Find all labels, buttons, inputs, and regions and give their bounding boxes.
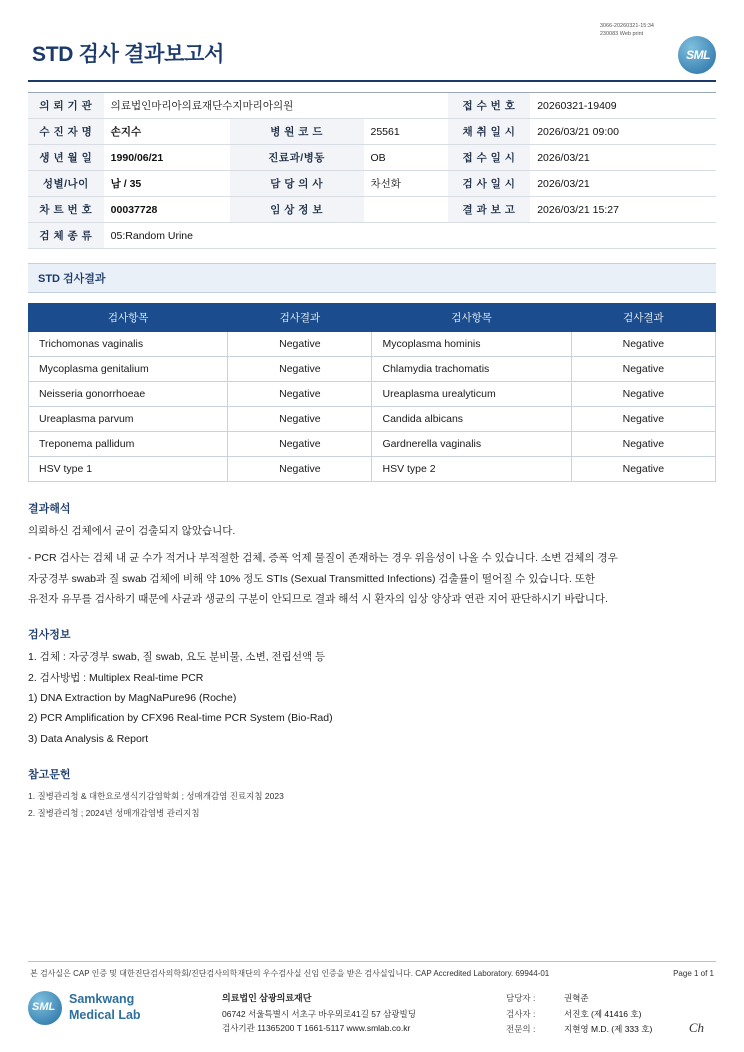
info-value-birthdate: 1990/06/21 xyxy=(104,145,230,171)
table-row xyxy=(29,432,716,457)
result-value: Negative xyxy=(228,432,372,457)
interpretation-line-4: 유전자 유무를 검사하기 때문에 사균과 생균의 구분이 안되므로 결과 해석 시 환자의 임상 양상과 연관 지어 판단하시기 바랍니다. xyxy=(28,592,608,605)
test-info-line: 1. 검체 : 자궁경부 swab, 질 swab, 요도 분비물, 소변, 전립선액 등 xyxy=(28,651,326,664)
footer-signature-block xyxy=(506,991,716,1038)
info-value-chart-no: 00037728 xyxy=(104,197,230,223)
info-value-report-datetime: 2026/03/21 15:27 xyxy=(530,197,716,223)
info-value-institution: 의료법인마리아의료재단수지마리아의원 xyxy=(104,93,448,119)
result-value: Negative xyxy=(228,407,372,432)
test-info-block xyxy=(28,626,716,748)
footer-org-name: 의료법인 삼광의료재단 xyxy=(222,992,312,1003)
info-label-receipt-no: 접 수 번 호 xyxy=(448,93,531,119)
info-label-collection-datetime: 채 취 일 시 xyxy=(448,119,531,145)
results-header-row xyxy=(29,304,716,332)
signature-stamp: Ch xyxy=(688,1019,704,1035)
result-test-name: Ureaplasma urealyticum xyxy=(372,382,571,407)
report-header xyxy=(28,22,716,80)
interpretation-title: 결과해석 xyxy=(28,503,71,515)
table-row xyxy=(28,145,716,171)
footer-logo xyxy=(28,991,218,1025)
results-col-result-2: 검사결과 xyxy=(571,304,715,332)
info-label-receipt-datetime: 접 수 일 시 xyxy=(448,145,531,171)
table-row xyxy=(29,407,716,432)
test-info-line: 2. 검사방법 : Multiplex Real-time PCR xyxy=(28,671,204,684)
info-value-sex-age: 남 / 35 xyxy=(104,171,230,197)
info-label-specimen: 검 체 종 류 xyxy=(28,223,104,249)
result-test-name: Treponema pallidum xyxy=(29,432,228,457)
references-title: 참고문헌 xyxy=(28,768,71,781)
info-label-doctor: 담 당 의 사 xyxy=(230,171,364,197)
results-col-test-1: 검사항목 xyxy=(29,304,228,332)
footer-address: 06742 서울특별시 서초구 바우뫼로41길 57 삼광빌딩 xyxy=(222,1008,416,1019)
info-label-clinical-info: 임 상 정 보 xyxy=(230,197,364,223)
signature-row xyxy=(506,991,716,1007)
test-info-line: 2) PCR Amplification by CFX96 Real-time PCR System (Bio-Rad) xyxy=(28,712,333,725)
header-code-line-2: 230083 Web print xyxy=(599,31,644,38)
results-col-test-2: 검사항목 xyxy=(372,304,571,332)
result-value: Negative xyxy=(571,332,715,357)
footer-accreditation-note: 본 검사실은 CAP 인증 및 대한진단검사의학회/진단검사의학재단의 우수검사실 신임 인증을 받은 검사실입니다. CAP Accredited Laboratory. 69944-01 xyxy=(30,968,550,978)
table-row xyxy=(28,197,716,223)
footer-main-row xyxy=(28,987,716,1038)
info-value-collection-datetime: 2026/03/21 09:00 xyxy=(530,119,716,145)
info-label-chart-no: 차 트 번 호 xyxy=(28,197,104,223)
interpretation-block xyxy=(28,500,716,608)
table-row xyxy=(29,382,716,407)
signature-value: 지현영 M.D. (제 333 호) xyxy=(564,1024,653,1035)
header-divider xyxy=(28,80,716,82)
table-row xyxy=(28,119,716,145)
table-row xyxy=(29,332,716,357)
result-value: Negative xyxy=(228,332,372,357)
result-test-name: HSV type 1 xyxy=(29,457,228,482)
result-test-name: Neisseria gonorrhoeae xyxy=(29,382,228,407)
result-test-name: Candida albicans xyxy=(372,407,571,432)
info-label-department: 진료과/병동 xyxy=(230,145,364,171)
results-col-result-1: 검사결과 xyxy=(228,304,372,332)
footer-logo-mark: SML xyxy=(32,1000,56,1013)
result-value: Negative xyxy=(571,432,715,457)
info-label-report-datetime: 결 과 보 고 xyxy=(448,197,531,223)
table-row xyxy=(28,171,716,197)
result-value: Negative xyxy=(228,457,372,482)
result-value: Negative xyxy=(571,357,715,382)
logo-text: SML xyxy=(686,48,710,62)
patient-info-table xyxy=(28,92,716,249)
reference-line: 1. 질병관리청 & 대한요로생식기감염학회 ; 성매개감염 진료지침 2023 xyxy=(28,790,284,801)
table-row xyxy=(29,457,716,482)
interpretation-line-2: - PCR 검사는 검체 내 균 수가 적거나 부적절한 검체, 증폭 억제 물질이 존재하는 경우 위음성이 나올 수 있습니다. 소변 검체의 경우 xyxy=(28,552,618,565)
signature-value: 서진호 (제 41416 호) xyxy=(564,1008,642,1019)
interpretation-line-1: 의뢰하신 검체에서 균이 검출되지 않았습니다. xyxy=(28,525,236,537)
result-test-name: Mycoplasma hominis xyxy=(372,332,571,357)
signature-row xyxy=(506,1022,716,1038)
report-footer xyxy=(28,961,716,1038)
header-code-line-1: 3066-20260321-15:34 xyxy=(599,23,654,29)
info-value-clinical-info xyxy=(364,197,448,223)
std-results-table xyxy=(28,303,716,482)
signature-value: 권혁준 xyxy=(564,992,589,1003)
footer-lab-name xyxy=(69,992,141,1023)
signature-row xyxy=(506,1007,716,1023)
sml-logo-icon xyxy=(664,36,716,76)
sml-footer-logo-icon xyxy=(28,991,62,1025)
result-test-name: HSV type 2 xyxy=(372,457,571,482)
result-test-name: Chlamydia trachomatis xyxy=(372,357,571,382)
section-header-std-results: STD 검사결과 xyxy=(28,263,716,293)
test-info-line: 1) DNA Extraction by MagNaPure96 (Roche) xyxy=(28,691,237,704)
table-row xyxy=(28,223,716,249)
page-title: STD 검사 결과보고서 xyxy=(32,43,225,66)
footer-contact: 검사기관 11365200 T 1661-5117 www.smlab.co.kr xyxy=(222,1023,411,1034)
footer-address-block xyxy=(222,991,506,1037)
info-value-receipt-datetime: 2026/03/21 xyxy=(530,145,716,171)
signature-label: 전문의 : xyxy=(506,1024,536,1035)
reference-line: 2. 질병관리청 ; 2024년 성매개감염병 관리지침 xyxy=(28,808,200,819)
signature-label: 검사자 : xyxy=(506,1008,536,1019)
result-value: Negative xyxy=(228,357,372,382)
info-label-patient-name: 수 진 자 명 xyxy=(28,119,104,145)
info-label-hospital-code: 병 원 코 드 xyxy=(230,119,364,145)
info-label-institution: 의 뢰 기 관 xyxy=(28,93,104,119)
info-label-sex-age: 성별/나이 xyxy=(28,171,104,197)
references-block xyxy=(28,766,716,821)
result-test-name: Trichomonas vaginalis xyxy=(29,332,228,357)
footer-lab-name-line-1: Samkwang xyxy=(69,992,135,1007)
test-info-line: 3) Data Analysis & Report xyxy=(28,732,149,745)
table-row xyxy=(29,357,716,382)
table-row xyxy=(28,93,716,119)
footer-accreditation-row xyxy=(28,962,716,987)
interpretation-line-3: 자궁경부 swab과 질 swab 검체에 비해 약 10% 정도 STIs (Sexual Transmitted Infections) 검출률이 떨어질 수 있습니다. 또한 xyxy=(28,572,596,585)
info-label-birthdate: 생 년 월 일 xyxy=(28,145,104,171)
info-value-receipt-no: 20260321-19409 xyxy=(530,93,716,119)
result-test-name: Mycoplasma genitalium xyxy=(29,357,228,382)
info-value-department: OB xyxy=(364,145,448,171)
info-value-specimen: 05:Random Urine xyxy=(104,223,716,249)
info-value-patient-name: 손지수 xyxy=(104,119,230,145)
header-print-codes xyxy=(600,22,654,39)
result-test-name: Gardnerella vaginalis xyxy=(372,432,571,457)
result-test-name: Ureaplasma parvum xyxy=(29,407,228,432)
footer-lab-name-line-2: Medical Lab xyxy=(69,1007,141,1022)
signature-label: 담당자 : xyxy=(506,992,536,1003)
result-value: Negative xyxy=(571,407,715,432)
test-info-title: 검사정보 xyxy=(28,629,71,642)
info-value-doctor: 차선화 xyxy=(364,171,448,197)
info-label-test-datetime: 검 사 일 시 xyxy=(448,171,531,197)
info-value-test-datetime: 2026/03/21 xyxy=(530,171,716,197)
result-value: Negative xyxy=(228,382,372,407)
page-number: Page 1 of 1 xyxy=(673,968,714,978)
result-value: Negative xyxy=(571,457,715,482)
result-value: Negative xyxy=(571,382,715,407)
info-value-hospital-code: 25561 xyxy=(364,119,448,145)
